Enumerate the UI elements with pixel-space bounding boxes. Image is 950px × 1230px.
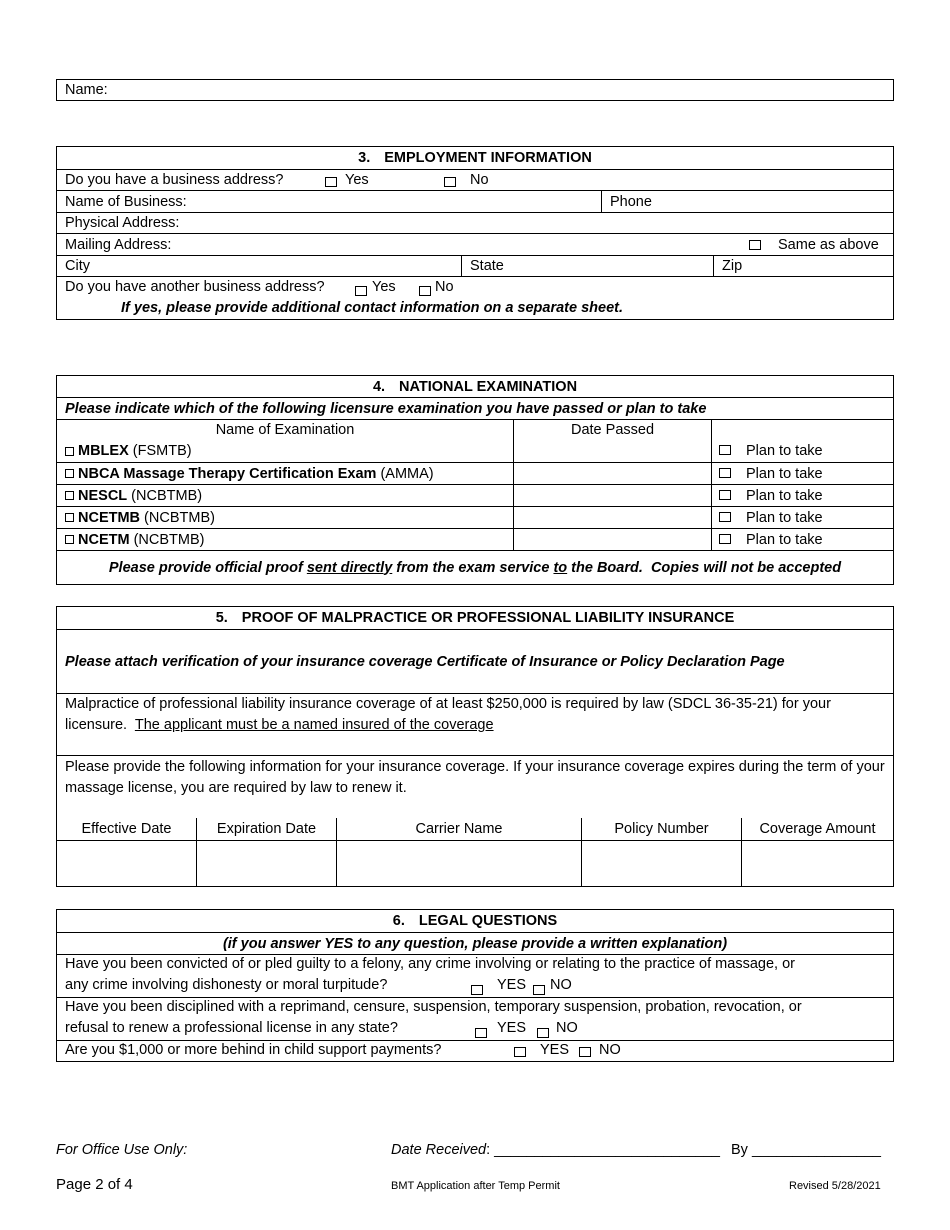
section-number: 5. [215, 610, 228, 626]
insurance-requirement-row [57, 693, 893, 755]
section-title [57, 910, 893, 932]
q2-no-checkbox[interactable] [537, 1025, 549, 1041]
exam-provider: (AMMA) [376, 465, 434, 482]
name-box [56, 79, 894, 101]
exam-provider: (FSMTB) [128, 443, 192, 459]
plan-to-take-cell [711, 463, 893, 484]
expiration-date-input[interactable] [196, 841, 336, 886]
plan-to-take-checkbox[interactable] [719, 487, 731, 503]
exam-name-cell [57, 507, 513, 528]
q3-no-label: NO [599, 1042, 621, 1058]
section-title-text: LEGAL QUESTIONS [418, 913, 558, 929]
physical-address-field[interactable] [57, 213, 893, 233]
q3-yes-checkbox[interactable] [514, 1044, 526, 1060]
exam-checkbox[interactable] [65, 491, 74, 500]
same-as-above-label: Same as above [778, 236, 879, 253]
q1-no-checkbox[interactable] [533, 982, 545, 998]
exam-name: NCETMB [78, 509, 141, 526]
legal-title-row [57, 910, 893, 932]
exam-name-header: Name of Examination [215, 422, 355, 438]
policy-number-header: Policy Number [581, 818, 741, 840]
another-no-label: No [435, 279, 454, 295]
insurance-title-row [57, 607, 893, 629]
insurance-section [56, 606, 894, 887]
date-passed-input[interactable] [513, 485, 711, 506]
physical-address-row [57, 212, 893, 233]
city-field[interactable] [57, 256, 461, 276]
another-yes-checkbox[interactable] [355, 283, 367, 299]
exam-instruction: Please indicate which of the following licensure examination you have passed or plan to take [65, 400, 707, 417]
plan-to-take-label: Plan to take [746, 488, 823, 504]
expiration-date-header: Expiration Date [196, 818, 336, 840]
section-number: 6. [392, 913, 405, 929]
another-address-question: Do you have another business address? [65, 279, 325, 295]
question-2-line-2: refusal to renew a professional license in any state? [65, 1020, 398, 1036]
legal-questions-section [56, 909, 894, 1062]
another-yes-label: Yes [372, 279, 396, 295]
plan-to-take-label: Plan to take [746, 510, 823, 526]
plan-to-take-checkbox[interactable] [719, 509, 731, 525]
section-title [57, 607, 893, 629]
mailing-address-field[interactable] [57, 234, 893, 255]
business-address-question-row [57, 169, 893, 190]
legal-subtitle-row [57, 932, 893, 954]
city-state-zip-row [57, 255, 893, 276]
exam-name-cell [57, 440, 513, 462]
business-address-question: Do you have a business address? [65, 172, 284, 188]
employment-title-row [57, 147, 893, 169]
exam-header-row [57, 419, 893, 440]
exam-name: NBCA Massage Therapy Certification Exam [78, 465, 377, 482]
plan-to-take-cell [711, 485, 893, 506]
question-1-line-1: Have you been convicted of or pled guilty to a felony, any crime involving or relating to the practice of massage, or [65, 956, 795, 972]
exam-checkbox[interactable] [65, 447, 74, 456]
insurance-header-row [57, 818, 893, 840]
name-label: Name: [65, 82, 108, 98]
plan-to-take-checkbox[interactable] [719, 442, 731, 458]
exam-checkbox[interactable] [65, 513, 74, 522]
exam-name: MBLEX [78, 443, 129, 459]
plan-to-take-checkbox[interactable] [719, 465, 731, 481]
exam-row [57, 484, 893, 506]
another-address-row [57, 276, 893, 319]
plan-to-take-label: Plan to take [746, 532, 823, 548]
question-3: Are you $1,000 or more behind in child support payments? [65, 1042, 442, 1058]
q1-yes-checkbox[interactable] [471, 982, 483, 998]
q1-yes-label: YES [497, 977, 527, 993]
date-passed-header: Date Passed [513, 420, 711, 440]
exam-row [57, 528, 893, 550]
revision-date: Revised 5/28/2021 [789, 1180, 881, 1192]
date-passed-input[interactable] [513, 440, 711, 462]
question-2-line-1: Have you been disciplined with a reprimand, censure, suspension, temporary suspension, probation, revocation, or [65, 999, 802, 1015]
plan-to-take-label: Plan to take [746, 466, 823, 482]
separate-sheet-note: If yes, please provide additional contact information on a separate sheet. [121, 300, 623, 316]
carrier-name-input[interactable] [336, 841, 581, 886]
plan-to-take-checkbox[interactable] [719, 531, 731, 547]
question-1-line-2: any crime involving dishonesty or moral turpitude? [65, 977, 388, 993]
mailing-address-label: Mailing Address: [65, 236, 172, 253]
national-examination-section [56, 375, 894, 585]
business-name-row [57, 190, 893, 212]
section-number: 4. [372, 378, 386, 395]
exam-name: NESCL [78, 487, 128, 504]
exam-checkbox[interactable] [65, 469, 74, 478]
insurance-attach-note: Please attach verification of your insurance coverage Certificate of Insurance or Policy Declaration Page [65, 653, 785, 670]
q2-no-label: NO [556, 1020, 578, 1036]
effective-date-input[interactable] [57, 841, 196, 886]
office-use-label: For Office Use Only: [56, 1142, 188, 1158]
coverage-amount-input[interactable] [741, 841, 893, 886]
phone-field[interactable] [601, 191, 893, 212]
state-label: State [470, 258, 504, 274]
q2-yes-checkbox[interactable] [475, 1025, 487, 1041]
exam-proof-note: Please provide official proof sent directly from the exam service to the Board. Copies will not be accepted [108, 559, 842, 576]
date-received-field[interactable] [391, 1142, 720, 1158]
legal-question-2 [57, 997, 893, 1040]
exam-row [57, 506, 893, 528]
exam-instruction-row [57, 397, 893, 419]
zip-field[interactable] [713, 256, 893, 276]
name-of-business-label: Name of Business: [65, 193, 187, 210]
business-no-checkbox[interactable] [444, 174, 456, 190]
section-title [57, 376, 893, 397]
q3-no-checkbox[interactable] [579, 1044, 591, 1060]
another-no-checkbox[interactable] [419, 283, 431, 299]
date-received-label: Date Received [391, 1142, 487, 1158]
name-field[interactable] [57, 80, 893, 100]
exam-name-cell [57, 463, 513, 484]
legal-subtitle: (if you answer YES to any question, please provide a written explanation) [222, 935, 728, 952]
received-by-field[interactable]: By ________________ [731, 1142, 881, 1158]
business-yes-checkbox[interactable] [325, 174, 337, 190]
state-field[interactable] [461, 256, 713, 276]
insurance-attach-row [57, 629, 893, 693]
section-title-text: NATIONAL EXAMINATION [399, 378, 578, 395]
exam-row [57, 440, 893, 462]
q2-yes-label: YES [497, 1020, 527, 1036]
physical-address-label: Physical Address: [65, 215, 180, 231]
carrier-name-header: Carrier Name [336, 818, 581, 840]
exam-row [57, 462, 893, 484]
same-as-above-checkbox[interactable] [749, 237, 761, 253]
insurance-requirement: Malpractice of professional liability insurance coverage of at least $250,000 is required by law (SDCL 36-35-21) for your licensure. The applicant must be a named insured of the coverage [65, 696, 835, 733]
exam-provider: (NCBTMB) [127, 487, 203, 504]
page-number: Page 2 of 4 [56, 1176, 133, 1193]
exam-provider: (NCBTMB) [140, 509, 215, 526]
city-label: City [65, 258, 90, 274]
section-title-text: EMPLOYMENT INFORMATION [384, 150, 592, 166]
insurance-entry-row [57, 840, 893, 886]
exam-provider: (NCBTMB) [129, 531, 205, 548]
section-number: 3. [358, 150, 371, 166]
plan-to-take-cell [711, 507, 893, 528]
exam-name-cell [57, 485, 513, 506]
exam-name: NCETM [78, 531, 130, 548]
plan-header [711, 420, 893, 440]
plan-to-take-label: Plan to take [746, 443, 823, 459]
section-title [57, 147, 893, 169]
date-passed-input[interactable] [513, 529, 711, 550]
employment-section [56, 146, 894, 320]
exam-proof-row [57, 550, 893, 584]
phone-label: Phone [610, 193, 652, 210]
date-passed-input[interactable] [513, 463, 711, 484]
exam-name-cell [57, 529, 513, 550]
mailing-address-row [57, 233, 893, 255]
business-no-label: No [470, 172, 489, 188]
legal-question-3 [57, 1040, 893, 1061]
legal-question-1 [57, 954, 893, 997]
date-passed-input[interactable] [513, 507, 711, 528]
insurance-info: Please provide the following information for your insurance coverage. If your insurance coverage expires during the term of your massage license, you are required by law to renew it. [65, 759, 885, 796]
coverage-amount-header: Coverage Amount [741, 818, 893, 840]
zip-label: Zip [722, 258, 743, 274]
plan-to-take-cell [711, 529, 893, 550]
document-title: BMT Application after Temp Permit [391, 1180, 560, 1192]
date-received-line: : ____________________________ [486, 1142, 720, 1158]
business-yes-label: Yes [345, 172, 369, 188]
section-title-text: PROOF OF MALPRACTICE OR PROFESSIONAL LIABILITY INSURANCE [241, 610, 735, 626]
q3-yes-label: YES [540, 1042, 570, 1058]
plan-to-take-cell [711, 440, 893, 462]
exam-checkbox[interactable] [65, 535, 74, 544]
name-of-business-field[interactable] [57, 191, 601, 212]
effective-date-header: Effective Date [81, 821, 172, 837]
q1-no-label: NO [550, 977, 572, 993]
insurance-info-row [57, 755, 893, 818]
policy-number-input[interactable] [581, 841, 741, 886]
exam-title-row [57, 376, 893, 397]
